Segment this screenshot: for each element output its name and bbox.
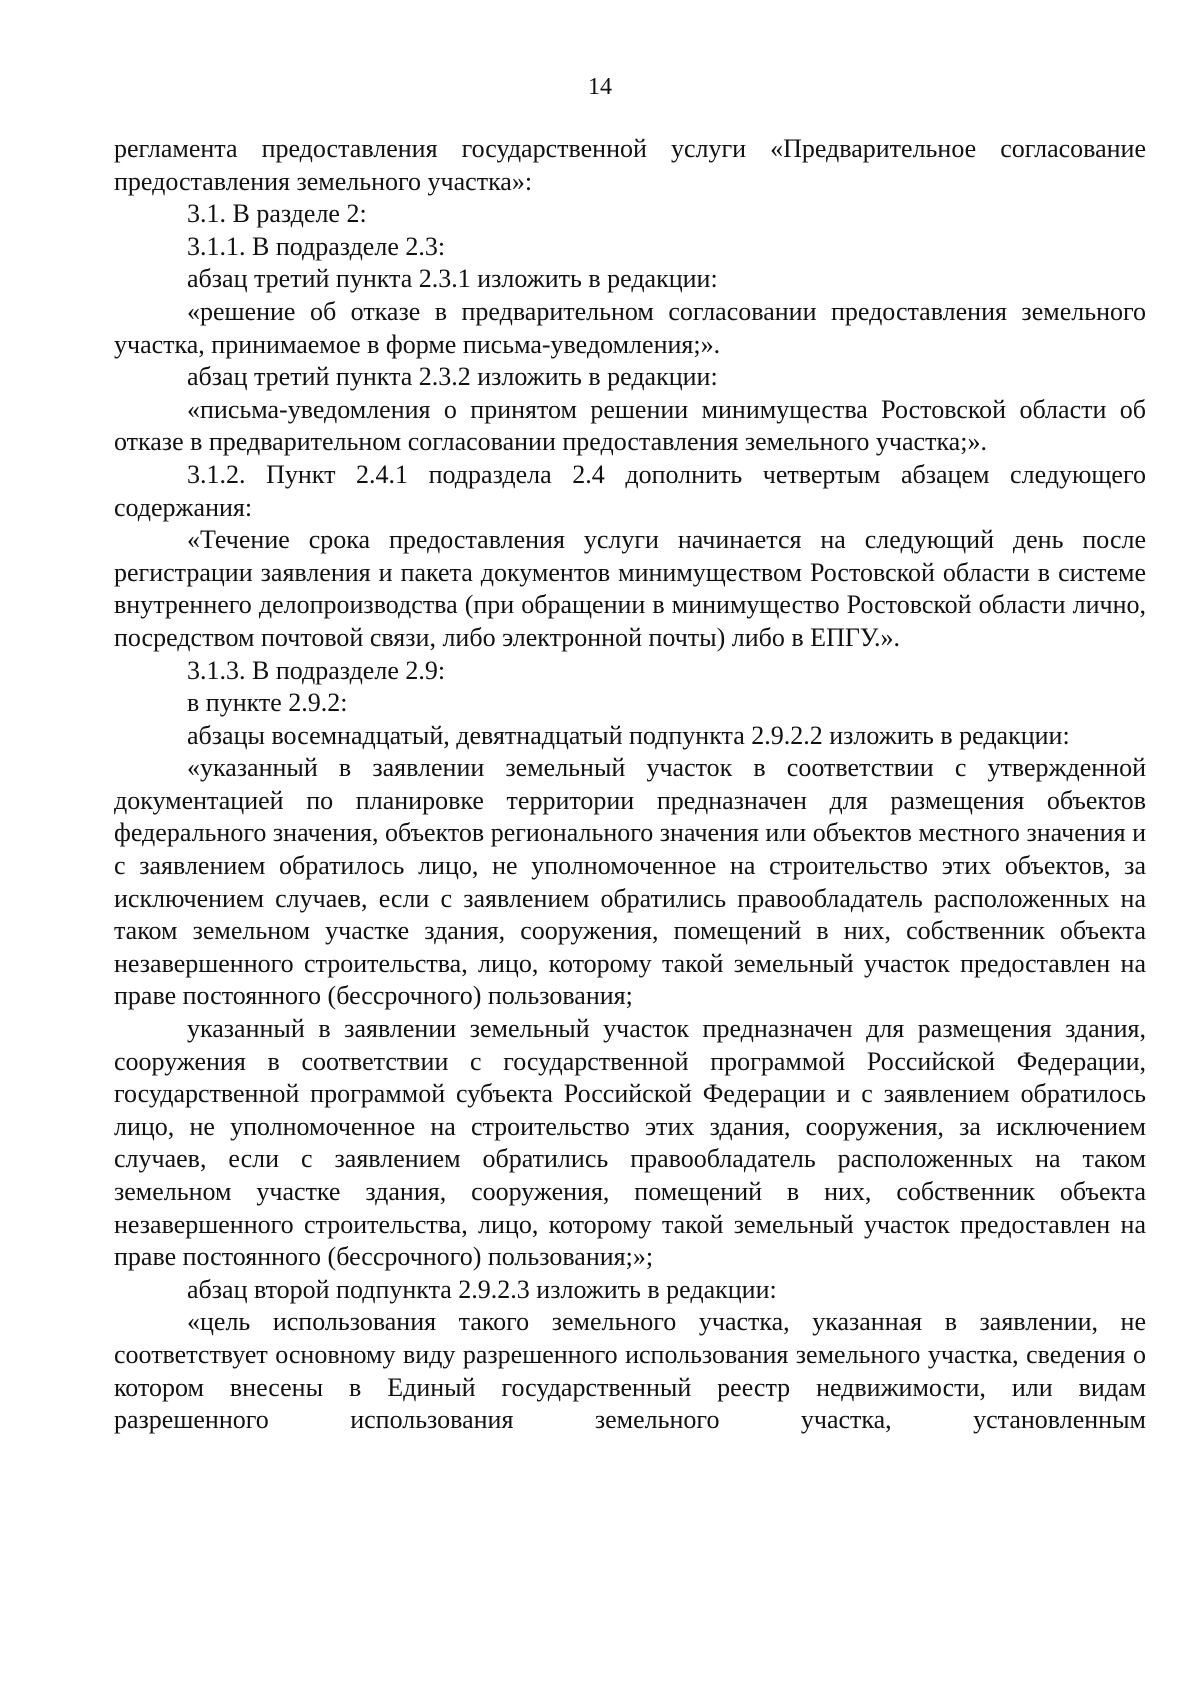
paragraph: 3.1. В разделе 2:	[187, 199, 367, 229]
page-number: 14	[588, 74, 612, 100]
paragraph: абзацы восемнадцатый, девятнадцатый подпункта 2.9.2.2 изложить в редакции:	[187, 720, 1070, 750]
paragraph: «решение об отказе в предварительном согласовании предоставления земельного участка, принимаемое в форме письма-уведомления;».	[114, 296, 1146, 359]
document-body	[114, 133, 1146, 1437]
paragraph: 3.1.2. Пункт 2.4.1 подраздела 2.4 дополнить четвертым абзацем следующего содержания:	[114, 459, 1146, 522]
paragraph: абзац второй подпункта 2.9.2.3 изложить в редакции:	[187, 1274, 777, 1304]
paragraph: регламента предоставления государственной услуги «Предварительное согласование предоставления земельного участка»:	[114, 134, 1146, 196]
paragraph: в пункте 2.9.2:	[187, 688, 348, 718]
paragraph: «указанный в заявлении земельный участок в соответствии с утвержденной документацией по планировке территории предназначен для размещения объектов федерального значения, объектов регионального значения или объектов местного значения и с заявлением обратилось лицо, не уполномоченное на строительство этих объектов, за исключением случаев, если с заявлением обратились правообладатель расположенных на таком земельном участке здания, сооружения, помещений в них, собственник объекта незавершенного строительства, лицо, которому такой земельный участок предоставлен на праве постоянного (бессрочного) пользования;	[114, 753, 1146, 1011]
paragraph: абзац третий пункта 2.3.1 изложить в редакции:	[187, 264, 718, 294]
paragraph: абзац третий пункта 2.3.2 изложить в редакции:	[187, 362, 718, 392]
paragraph: «Течение срока предоставления услуги начинается на следующий день после регистрации заявления и пакета документов минимуществом Ростовской области в системе внутреннего делопроизводства (при обращении в минимущество Ростовской области лично, посредством почтовой связи, либо электронной почты) либо в ЕПГУ.».	[114, 525, 1146, 652]
paragraph: «цель использования такого земельного участка, указанная в заявлении, не соответствует основному виду разрешенного использования земельного участка, сведения о котором внесены в Единый государственный реестр недвижимости, или видам разрешенного использования земельного участка, установленным	[114, 1307, 1146, 1435]
paragraph: «письма-уведомления о принятом решении минимущества Ростовской области об отказе в предварительном согласовании предоставления земельного участка;».	[114, 394, 1146, 457]
paragraph: 3.1.3. В подразделе 2.9:	[187, 655, 446, 685]
paragraph: 3.1.1. В подразделе 2.3:	[187, 231, 446, 261]
paragraph: указанный в заявлении земельный участок предназначен для размещения здания, сооружения в соответствии с государственной программой Российской Федерации, государственной программой субъекта Российской Федерации и с заявлением обратилось лицо, не уполномоченное на строительство этих здания, сооружения, за исключением случаев, если с заявлением обратились правообладатель расположенных на таком земельном участке здания, сооружения, помещений в них, собственник объекта незавершенного строительства, лицо, которому такой земельный участок предоставлен на праве постоянного (бессрочного) пользования;»;	[114, 1014, 1146, 1272]
